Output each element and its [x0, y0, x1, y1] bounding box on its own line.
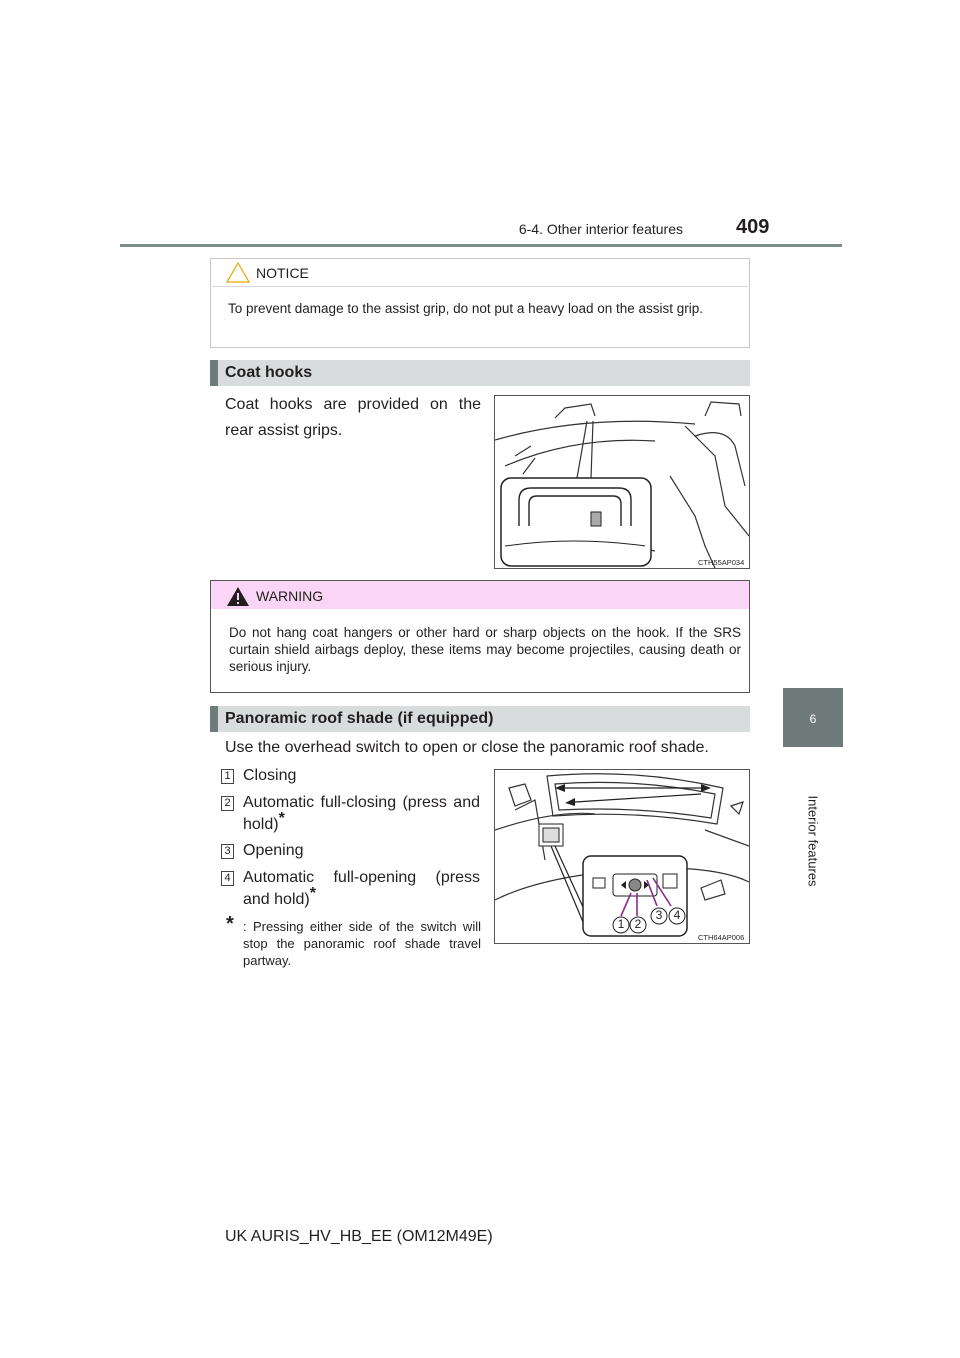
- chapter-number: 6: [809, 712, 817, 726]
- callout-4: 4: [673, 908, 681, 922]
- warning-triangle-icon: [226, 586, 250, 607]
- list-item-closing: [243, 765, 480, 787]
- list-item-text: Automatic full-opening (press and hold): [243, 869, 480, 908]
- section-title: 6-4. Other interior features: [518, 221, 683, 237]
- list-item-text: Automatic full-closing (press and hold): [243, 794, 480, 833]
- header-rule: [120, 244, 842, 247]
- list-item-auto-closing: [243, 792, 480, 836]
- list-number: 2: [221, 796, 234, 811]
- section-title-coat-hooks: Coat hooks: [225, 364, 313, 381]
- chapter-label: Interior features: [805, 795, 821, 887]
- coat-hooks-text: Coat hooks are provided on the rear assist grips.: [225, 396, 481, 439]
- notice-body: To prevent damage to the assist grip, do not put a heavy load on the assist grip.: [228, 301, 704, 316]
- list-number: 1: [221, 769, 234, 784]
- footnote-text: : Pressing either side of the switch will stop the panoramic roof shade travel partway.: [243, 919, 481, 968]
- figure-code: CTH55AP034: [698, 558, 745, 567]
- caution-triangle-icon: [226, 262, 250, 283]
- warning-title: WARNING: [256, 588, 324, 604]
- notice-title: NOTICE: [256, 265, 309, 281]
- footnote-star: *: [309, 885, 316, 902]
- note-star: *: [226, 913, 234, 935]
- roof-shade-figure: [494, 769, 750, 944]
- model-code: UK AURIS_HV_HB_EE (OM12M49E): [225, 1228, 493, 1245]
- callout-3: 3: [655, 908, 663, 922]
- figure-code: CTH64AP006: [698, 933, 745, 942]
- list-item-text: Closing: [243, 767, 297, 784]
- footnote-star: *: [278, 810, 285, 827]
- callout-2: 2: [634, 917, 642, 931]
- coat-hooks-figure: [494, 395, 750, 569]
- list-item-auto-opening: [243, 867, 480, 911]
- list-number: 4: [221, 871, 234, 886]
- list-number: 3: [221, 844, 234, 859]
- list-item-text: Opening: [243, 842, 304, 859]
- section-title-roof-shade: Panoramic roof shade (if equipped): [225, 710, 494, 727]
- page-number: 409: [736, 216, 770, 238]
- coat-hooks-illustration: [495, 396, 749, 568]
- warning-body: Do not hang coat hangers or other hard or sharp objects on the hook. If the SRS curtain shield airbags deploy, these items may become projectiles, causing death or serious injury.: [229, 625, 741, 674]
- callout-1: 1: [617, 917, 625, 931]
- roof-shade-intro: Use the overhead switch to open or close the panoramic roof shade.: [225, 739, 709, 756]
- list-item-opening: [243, 840, 480, 862]
